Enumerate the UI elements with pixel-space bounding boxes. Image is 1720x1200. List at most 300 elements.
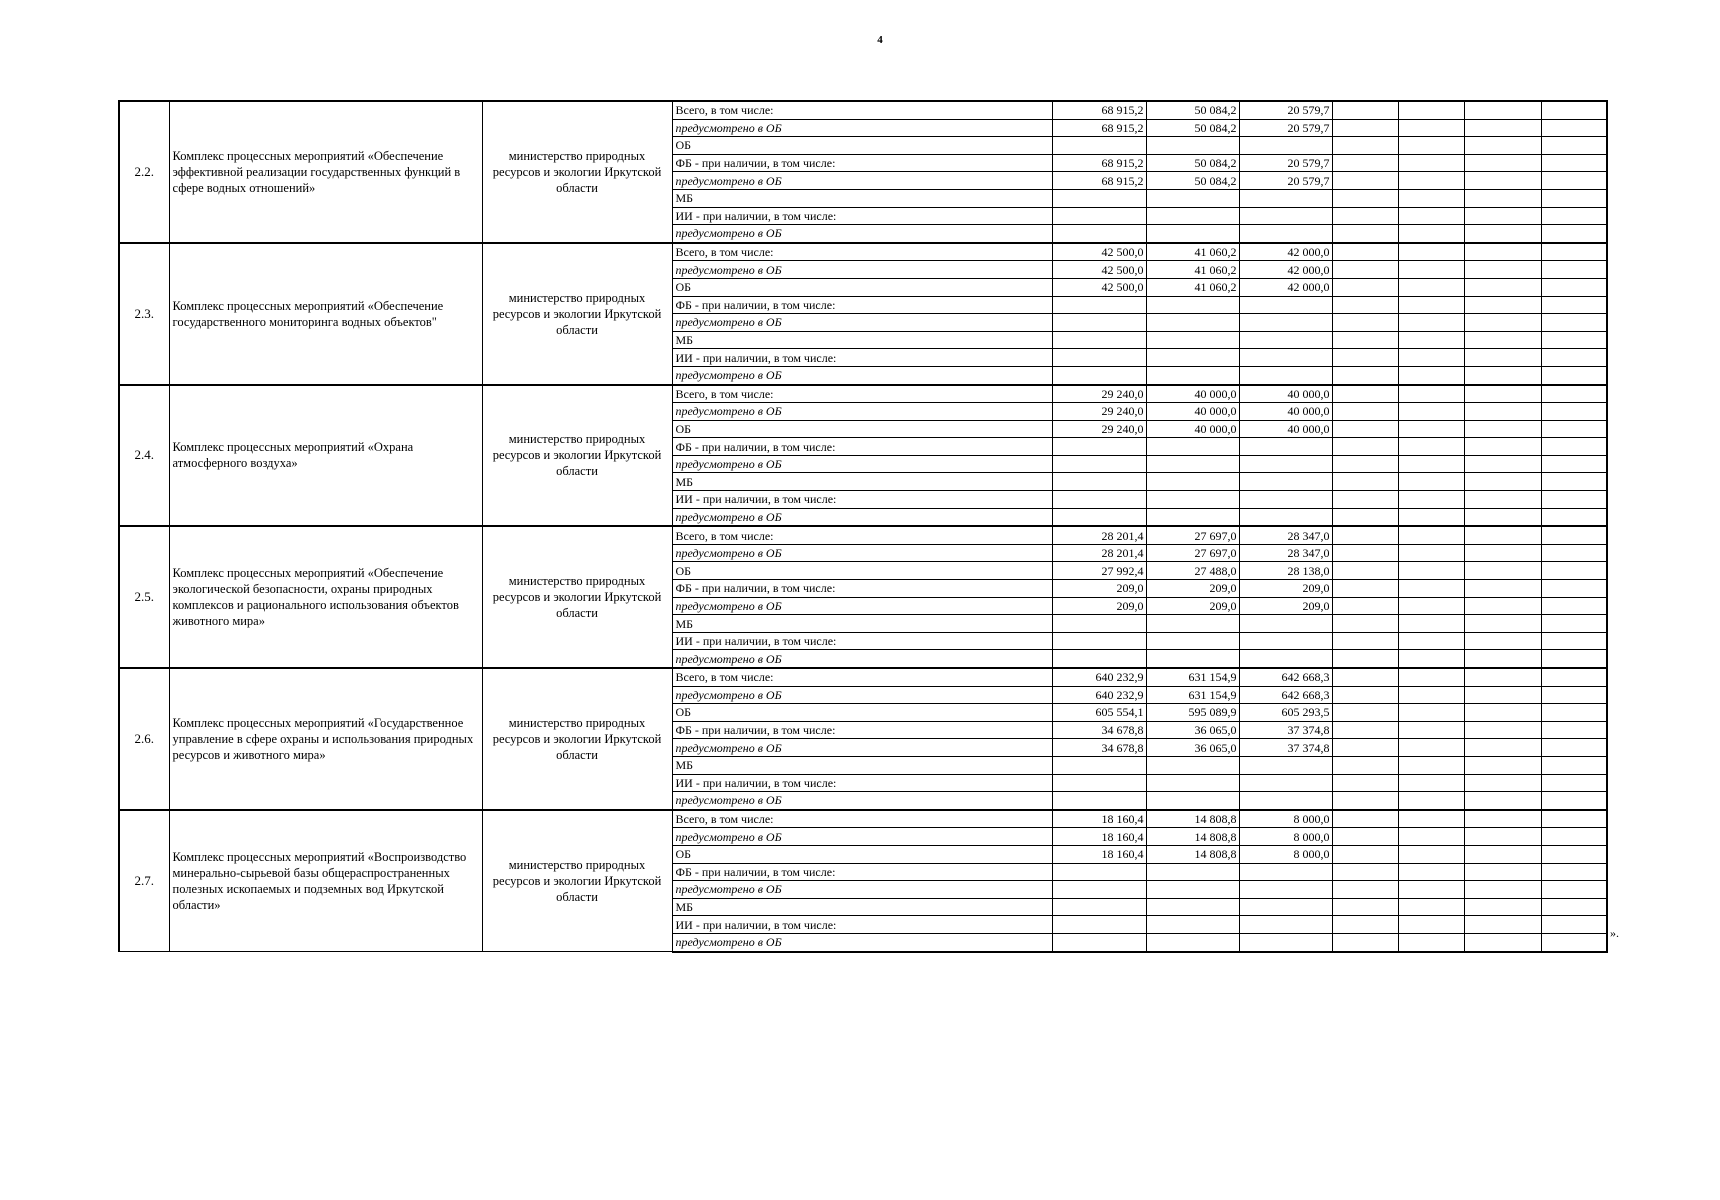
amount-cell: 42 000,0 <box>1239 261 1332 279</box>
amount-cell: 40 000,0 <box>1239 420 1332 438</box>
funding-source: предусмотрено в ОБ <box>672 933 1052 951</box>
empty-cell <box>1541 455 1607 473</box>
amount-cell: 68 915,2 <box>1052 119 1146 137</box>
empty-cell <box>1332 473 1398 491</box>
amount-cell: 41 060,2 <box>1146 278 1239 296</box>
amount-cell: 36 065,0 <box>1146 739 1239 757</box>
amount-cell <box>1146 225 1239 243</box>
empty-cell <box>1464 137 1541 155</box>
empty-cell <box>1541 704 1607 722</box>
amount-cell <box>1052 508 1146 526</box>
empty-cell <box>1398 916 1464 934</box>
empty-cell <box>1332 508 1398 526</box>
funding-source: предусмотрено в ОБ <box>672 225 1052 243</box>
amount-cell: 20 579,7 <box>1239 172 1332 190</box>
empty-cell <box>1398 632 1464 650</box>
amount-cell: 595 089,9 <box>1146 704 1239 722</box>
table-body <box>119 101 1607 952</box>
amount-cell <box>1146 331 1239 349</box>
amount-cell: 14 808,8 <box>1146 845 1239 863</box>
empty-cell <box>1332 933 1398 951</box>
amount-cell: 34 678,8 <box>1052 739 1146 757</box>
empty-cell <box>1332 898 1398 916</box>
empty-cell <box>1464 792 1541 810</box>
responsible-executor: министерство природных ресурсов и экологии Иркутской области <box>482 810 672 952</box>
empty-cell <box>1398 278 1464 296</box>
empty-cell <box>1464 403 1541 421</box>
funding-source: ОБ <box>672 137 1052 155</box>
empty-cell <box>1541 278 1607 296</box>
measure-name: Комплекс процессных мероприятий «Обеспечение экологической безопасности, охраны природных комплексов и рационального использования объектов животного мира» <box>169 526 482 668</box>
empty-cell <box>1398 739 1464 757</box>
empty-cell <box>1541 526 1607 544</box>
amount-cell <box>1052 792 1146 810</box>
empty-cell <box>1464 933 1541 951</box>
empty-cell <box>1332 261 1398 279</box>
empty-cell <box>1332 774 1398 792</box>
empty-cell <box>1541 314 1607 332</box>
amount-cell: 41 060,2 <box>1146 261 1239 279</box>
empty-cell <box>1464 845 1541 863</box>
amount-cell: 209,0 <box>1146 597 1239 615</box>
amount-cell <box>1146 366 1239 384</box>
empty-cell <box>1398 101 1464 119</box>
empty-cell <box>1464 296 1541 314</box>
amount-cell <box>1239 438 1332 456</box>
empty-cell <box>1464 491 1541 509</box>
amount-cell: 29 240,0 <box>1052 385 1146 403</box>
amount-cell: 42 500,0 <box>1052 243 1146 261</box>
amount-cell: 40 000,0 <box>1146 403 1239 421</box>
empty-cell <box>1332 296 1398 314</box>
empty-cell <box>1541 810 1607 828</box>
empty-cell <box>1541 739 1607 757</box>
empty-cell <box>1398 580 1464 598</box>
amount-cell <box>1052 438 1146 456</box>
amount-cell <box>1052 863 1146 881</box>
amount-cell <box>1052 774 1146 792</box>
empty-cell <box>1541 243 1607 261</box>
empty-cell <box>1332 314 1398 332</box>
empty-cell <box>1464 420 1541 438</box>
amount-cell <box>1146 881 1239 899</box>
empty-cell <box>1332 331 1398 349</box>
empty-cell <box>1464 243 1541 261</box>
amount-cell <box>1146 756 1239 774</box>
amount-cell <box>1052 615 1146 633</box>
amount-cell <box>1052 296 1146 314</box>
empty-cell <box>1464 668 1541 686</box>
table-row <box>119 385 1607 403</box>
amount-cell <box>1239 473 1332 491</box>
amount-cell <box>1052 137 1146 155</box>
measure-name: Комплекс процессных мероприятий «Воспроизводство минерально-сырьевой базы общераспространенных полезных ископаемых и подземных вод Иркутской области» <box>169 810 482 952</box>
amount-cell <box>1239 296 1332 314</box>
amount-cell: 50 084,2 <box>1146 101 1239 119</box>
responsible-executor: министерство природных ресурсов и экологии Иркутской области <box>482 385 672 527</box>
empty-cell <box>1332 668 1398 686</box>
empty-cell <box>1541 225 1607 243</box>
amount-cell <box>1146 349 1239 367</box>
funding-source: ОБ <box>672 420 1052 438</box>
funding-source: Всего, в том числе: <box>672 526 1052 544</box>
empty-cell <box>1398 189 1464 207</box>
empty-cell <box>1541 119 1607 137</box>
amount-cell <box>1146 455 1239 473</box>
empty-cell <box>1541 863 1607 881</box>
empty-cell <box>1541 420 1607 438</box>
funding-source: предусмотрено в ОБ <box>672 172 1052 190</box>
funding-source: ИИ - при наличии, в том числе: <box>672 632 1052 650</box>
amount-cell: 42 000,0 <box>1239 243 1332 261</box>
empty-cell <box>1541 580 1607 598</box>
empty-cell <box>1464 580 1541 598</box>
empty-cell <box>1398 774 1464 792</box>
empty-cell <box>1541 774 1607 792</box>
amount-cell <box>1052 455 1146 473</box>
empty-cell <box>1398 863 1464 881</box>
empty-cell <box>1464 810 1541 828</box>
empty-cell <box>1464 172 1541 190</box>
amount-cell: 209,0 <box>1052 580 1146 598</box>
empty-cell <box>1541 845 1607 863</box>
empty-cell <box>1332 562 1398 580</box>
empty-cell <box>1464 331 1541 349</box>
empty-cell <box>1398 615 1464 633</box>
empty-cell <box>1464 261 1541 279</box>
funding-source: ФБ - при наличии, в том числе: <box>672 863 1052 881</box>
empty-cell <box>1541 562 1607 580</box>
funding-source: Всего, в том числе: <box>672 243 1052 261</box>
closing-mark: ». <box>1610 926 1619 940</box>
empty-cell <box>1332 632 1398 650</box>
amount-cell <box>1052 881 1146 899</box>
empty-cell <box>1464 828 1541 846</box>
amount-cell: 20 579,7 <box>1239 119 1332 137</box>
amount-cell <box>1052 189 1146 207</box>
empty-cell <box>1398 597 1464 615</box>
funding-source: ИИ - при наличии, в том числе: <box>672 491 1052 509</box>
empty-cell <box>1332 792 1398 810</box>
empty-cell <box>1332 119 1398 137</box>
empty-cell <box>1398 704 1464 722</box>
empty-cell <box>1541 916 1607 934</box>
funding-source: предусмотрено в ОБ <box>672 739 1052 757</box>
empty-cell <box>1464 154 1541 172</box>
empty-cell <box>1464 189 1541 207</box>
amount-cell: 209,0 <box>1239 597 1332 615</box>
amount-cell <box>1052 225 1146 243</box>
empty-cell <box>1332 455 1398 473</box>
funding-source: предусмотрено в ОБ <box>672 792 1052 810</box>
table-row <box>119 243 1607 261</box>
empty-cell <box>1398 154 1464 172</box>
empty-cell <box>1541 508 1607 526</box>
responsible-executor: министерство природных ресурсов и экологии Иркутской области <box>482 243 672 385</box>
empty-cell <box>1332 225 1398 243</box>
amount-cell <box>1052 366 1146 384</box>
amount-cell: 68 915,2 <box>1052 154 1146 172</box>
funding-source: предусмотрено в ОБ <box>672 828 1052 846</box>
amount-cell <box>1239 863 1332 881</box>
amount-cell <box>1052 916 1146 934</box>
empty-cell <box>1332 243 1398 261</box>
amount-cell: 28 347,0 <box>1239 526 1332 544</box>
item-number: 2.3. <box>119 243 169 385</box>
empty-cell <box>1398 385 1464 403</box>
amount-cell <box>1052 650 1146 668</box>
empty-cell <box>1398 845 1464 863</box>
amount-cell: 50 084,2 <box>1146 154 1239 172</box>
empty-cell <box>1541 632 1607 650</box>
empty-cell <box>1464 314 1541 332</box>
amount-cell: 29 240,0 <box>1052 403 1146 421</box>
empty-cell <box>1332 278 1398 296</box>
amount-cell <box>1052 898 1146 916</box>
empty-cell <box>1541 544 1607 562</box>
amount-cell <box>1239 225 1332 243</box>
empty-cell <box>1332 615 1398 633</box>
empty-cell <box>1332 739 1398 757</box>
amount-cell <box>1146 863 1239 881</box>
empty-cell <box>1398 473 1464 491</box>
empty-cell <box>1464 898 1541 916</box>
amount-cell: 642 668,3 <box>1239 686 1332 704</box>
empty-cell <box>1464 508 1541 526</box>
empty-cell <box>1332 385 1398 403</box>
amount-cell <box>1146 792 1239 810</box>
empty-cell <box>1398 349 1464 367</box>
empty-cell <box>1464 721 1541 739</box>
empty-cell <box>1541 668 1607 686</box>
empty-cell <box>1332 686 1398 704</box>
funding-source: предусмотрено в ОБ <box>672 650 1052 668</box>
amount-cell <box>1146 632 1239 650</box>
funding-source: ФБ - при наличии, в том числе: <box>672 721 1052 739</box>
empty-cell <box>1541 172 1607 190</box>
amount-cell <box>1052 491 1146 509</box>
amount-cell <box>1146 916 1239 934</box>
funding-source: МБ <box>672 615 1052 633</box>
empty-cell <box>1332 366 1398 384</box>
amount-cell <box>1239 508 1332 526</box>
amount-cell: 8 000,0 <box>1239 810 1332 828</box>
empty-cell <box>1541 721 1607 739</box>
empty-cell <box>1398 756 1464 774</box>
empty-cell <box>1541 403 1607 421</box>
empty-cell <box>1398 668 1464 686</box>
funding-source: Всего, в том числе: <box>672 101 1052 119</box>
amount-cell: 28 138,0 <box>1239 562 1332 580</box>
funding-source: МБ <box>672 189 1052 207</box>
empty-cell <box>1398 455 1464 473</box>
amount-cell <box>1146 296 1239 314</box>
empty-cell <box>1398 314 1464 332</box>
amount-cell: 42 000,0 <box>1239 278 1332 296</box>
responsible-executor: министерство природных ресурсов и экологии Иркутской области <box>482 668 672 810</box>
amount-cell <box>1239 916 1332 934</box>
amount-cell: 14 808,8 <box>1146 828 1239 846</box>
measure-name: Комплекс процессных мероприятий «Охрана атмосферного воздуха» <box>169 385 482 527</box>
amount-cell: 605 554,1 <box>1052 704 1146 722</box>
empty-cell <box>1541 101 1607 119</box>
empty-cell <box>1541 650 1607 668</box>
empty-cell <box>1398 562 1464 580</box>
empty-cell <box>1398 810 1464 828</box>
measure-name: Комплекс процессных мероприятий «Государственное управление в сфере охраны и использования природных ресурсов и животного мира» <box>169 668 482 810</box>
amount-cell <box>1146 933 1239 951</box>
empty-cell <box>1541 207 1607 225</box>
funding-source: ФБ - при наличии, в том числе: <box>672 438 1052 456</box>
amount-cell: 28 347,0 <box>1239 544 1332 562</box>
item-number: 2.2. <box>119 101 169 243</box>
empty-cell <box>1541 331 1607 349</box>
item-number: 2.6. <box>119 668 169 810</box>
empty-cell <box>1464 473 1541 491</box>
amount-cell: 640 232,9 <box>1052 686 1146 704</box>
funding-source: предусмотрено в ОБ <box>672 508 1052 526</box>
empty-cell <box>1398 331 1464 349</box>
amount-cell <box>1239 650 1332 668</box>
amount-cell: 14 808,8 <box>1146 810 1239 828</box>
funding-source: предусмотрено в ОБ <box>672 881 1052 899</box>
amount-cell: 34 678,8 <box>1052 721 1146 739</box>
empty-cell <box>1541 828 1607 846</box>
empty-cell <box>1464 526 1541 544</box>
amount-cell: 40 000,0 <box>1146 385 1239 403</box>
empty-cell <box>1464 774 1541 792</box>
empty-cell <box>1541 296 1607 314</box>
amount-cell: 209,0 <box>1146 580 1239 598</box>
empty-cell <box>1464 438 1541 456</box>
empty-cell <box>1332 544 1398 562</box>
funding-source: предусмотрено в ОБ <box>672 314 1052 332</box>
empty-cell <box>1332 810 1398 828</box>
amount-cell: 28 201,4 <box>1052 544 1146 562</box>
measure-name: Комплекс процессных мероприятий «Обеспечение государственного мониторинга водных объектов" <box>169 243 482 385</box>
amount-cell <box>1052 349 1146 367</box>
empty-cell <box>1464 881 1541 899</box>
empty-cell <box>1464 597 1541 615</box>
amount-cell: 42 500,0 <box>1052 261 1146 279</box>
empty-cell <box>1541 898 1607 916</box>
funding-source: ФБ - при наличии, в том числе: <box>672 154 1052 172</box>
amount-cell: 42 500,0 <box>1052 278 1146 296</box>
amount-cell <box>1052 756 1146 774</box>
empty-cell <box>1398 137 1464 155</box>
amount-cell: 27 697,0 <box>1146 544 1239 562</box>
empty-cell <box>1541 385 1607 403</box>
empty-cell <box>1464 704 1541 722</box>
empty-cell <box>1332 189 1398 207</box>
empty-cell <box>1332 580 1398 598</box>
amount-cell <box>1239 756 1332 774</box>
empty-cell <box>1464 863 1541 881</box>
amount-cell <box>1146 615 1239 633</box>
funding-source: Всего, в том числе: <box>672 810 1052 828</box>
amount-cell: 631 154,9 <box>1146 668 1239 686</box>
empty-cell <box>1398 650 1464 668</box>
empty-cell <box>1464 207 1541 225</box>
amount-cell <box>1052 207 1146 225</box>
item-number: 2.7. <box>119 810 169 952</box>
empty-cell <box>1398 828 1464 846</box>
amount-cell <box>1239 207 1332 225</box>
item-number: 2.4. <box>119 385 169 527</box>
empty-cell <box>1332 420 1398 438</box>
empty-cell <box>1398 721 1464 739</box>
amount-cell: 40 000,0 <box>1146 420 1239 438</box>
funding-source: ОБ <box>672 562 1052 580</box>
amount-cell: 40 000,0 <box>1239 403 1332 421</box>
empty-cell <box>1541 933 1607 951</box>
page-number: 4 <box>877 34 883 46</box>
amount-cell: 50 084,2 <box>1146 119 1239 137</box>
empty-cell <box>1398 261 1464 279</box>
empty-cell <box>1464 349 1541 367</box>
empty-cell <box>1541 261 1607 279</box>
empty-cell <box>1541 491 1607 509</box>
empty-cell <box>1398 438 1464 456</box>
amount-cell <box>1239 774 1332 792</box>
empty-cell <box>1541 189 1607 207</box>
amount-cell: 642 668,3 <box>1239 668 1332 686</box>
amount-cell <box>1239 366 1332 384</box>
funding-source: предусмотрено в ОБ <box>672 261 1052 279</box>
amount-cell <box>1052 933 1146 951</box>
empty-cell <box>1332 491 1398 509</box>
amount-cell <box>1239 331 1332 349</box>
empty-cell <box>1398 296 1464 314</box>
empty-cell <box>1398 792 1464 810</box>
empty-cell <box>1332 863 1398 881</box>
amount-cell: 640 232,9 <box>1052 668 1146 686</box>
funding-source: ОБ <box>672 278 1052 296</box>
empty-cell <box>1541 137 1607 155</box>
empty-cell <box>1398 243 1464 261</box>
amount-cell: 37 374,8 <box>1239 721 1332 739</box>
amount-cell <box>1239 349 1332 367</box>
empty-cell <box>1464 632 1541 650</box>
empty-cell <box>1464 101 1541 119</box>
amount-cell <box>1239 314 1332 332</box>
amount-cell: 50 084,2 <box>1146 172 1239 190</box>
empty-cell <box>1541 756 1607 774</box>
funding-source: МБ <box>672 331 1052 349</box>
empty-cell <box>1332 101 1398 119</box>
empty-cell <box>1464 916 1541 934</box>
amount-cell <box>1239 933 1332 951</box>
empty-cell <box>1398 172 1464 190</box>
funding-source: предусмотрено в ОБ <box>672 403 1052 421</box>
amount-cell <box>1146 898 1239 916</box>
empty-cell <box>1398 881 1464 899</box>
amount-cell <box>1146 774 1239 792</box>
amount-cell <box>1052 314 1146 332</box>
responsible-executor: министерство природных ресурсов и экологии Иркутской области <box>482 526 672 668</box>
empty-cell <box>1398 898 1464 916</box>
empty-cell <box>1398 225 1464 243</box>
amount-cell <box>1239 792 1332 810</box>
empty-cell <box>1464 278 1541 296</box>
amount-cell: 41 060,2 <box>1146 243 1239 261</box>
empty-cell <box>1464 650 1541 668</box>
amount-cell: 36 065,0 <box>1146 721 1239 739</box>
amount-cell <box>1146 137 1239 155</box>
funding-source: МБ <box>672 473 1052 491</box>
funding-source: ФБ - при наличии, в том числе: <box>672 580 1052 598</box>
responsible-executor: министерство природных ресурсов и экологии Иркутской области <box>482 101 672 243</box>
